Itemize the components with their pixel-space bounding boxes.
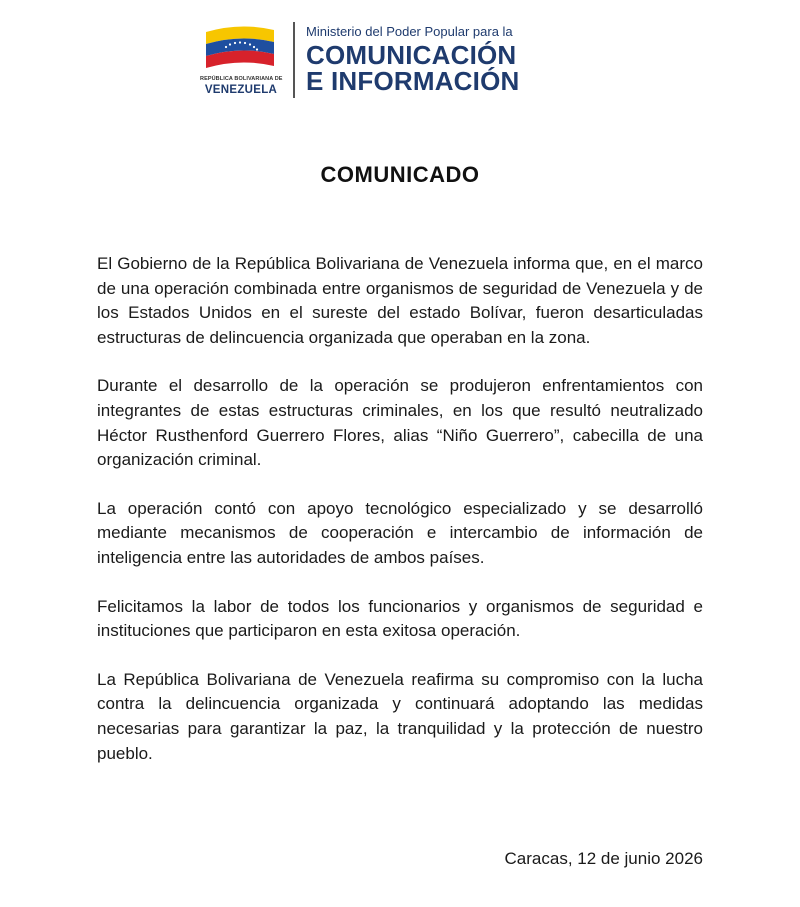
place-date: Caracas, 12 de junio 2026 bbox=[504, 849, 703, 868]
ministry-name bbox=[306, 24, 546, 94]
ministry-line-2: COMUNICACIÓN bbox=[306, 40, 517, 70]
ministry-header bbox=[200, 22, 540, 102]
ministry-line-3: E INFORMACIÓN bbox=[306, 66, 520, 96]
paragraph: La República Bolivariana de Venezuela reafirma su compromiso con la lucha contra la delincuencia organizada y continuará adoptando las medidas necesarias para garantizar la paz, la tranquilidad y la protección de nuestro pueblo. bbox=[97, 669, 703, 763]
country-label: VENEZUELA bbox=[204, 84, 278, 96]
paragraph: La operación contó con apoyo tecnológico especializado y se desarrolló mediante mecanismos de cooperación e intercambio de información de inteligencia entre las autoridades de ambos países. bbox=[97, 498, 703, 567]
document-body bbox=[97, 252, 703, 790]
republic-label: REPÚBLICA BOLIVARIANA DE bbox=[200, 76, 283, 82]
paragraph: Durante el desarrollo de la operación se produjeron enfrentamientos con integrantes de estas estructuras criminales, en los que resultó neutralizado Héctor Rusthenford Guerrero Flores, alias “Niño Guerrero”, cabecilla de una organización criminal. bbox=[97, 376, 703, 470]
venezuela-flag-icon bbox=[202, 24, 278, 70]
document-title: COMUNICADO bbox=[320, 162, 480, 187]
header-divider bbox=[293, 22, 295, 98]
paragraph: Felicitamos la labor de todos los funcionarios y organismos de seguridad e instituciones que participaron en esta exitosa operación. bbox=[97, 596, 703, 641]
paragraph: El Gobierno de la República Bolivariana de Venezuela informa que, en el marco de una operación combinada entre organismos de seguridad de Venezuela y de los Estados Unidos en el sureste del estado Bolívar, fueron desarticuladas estructuras de delincuencia organizada que operaban en la zona. bbox=[97, 254, 703, 347]
venezuela-logo bbox=[200, 22, 282, 102]
ministry-line-1: Ministerio del Poder Popular para la bbox=[306, 24, 513, 39]
